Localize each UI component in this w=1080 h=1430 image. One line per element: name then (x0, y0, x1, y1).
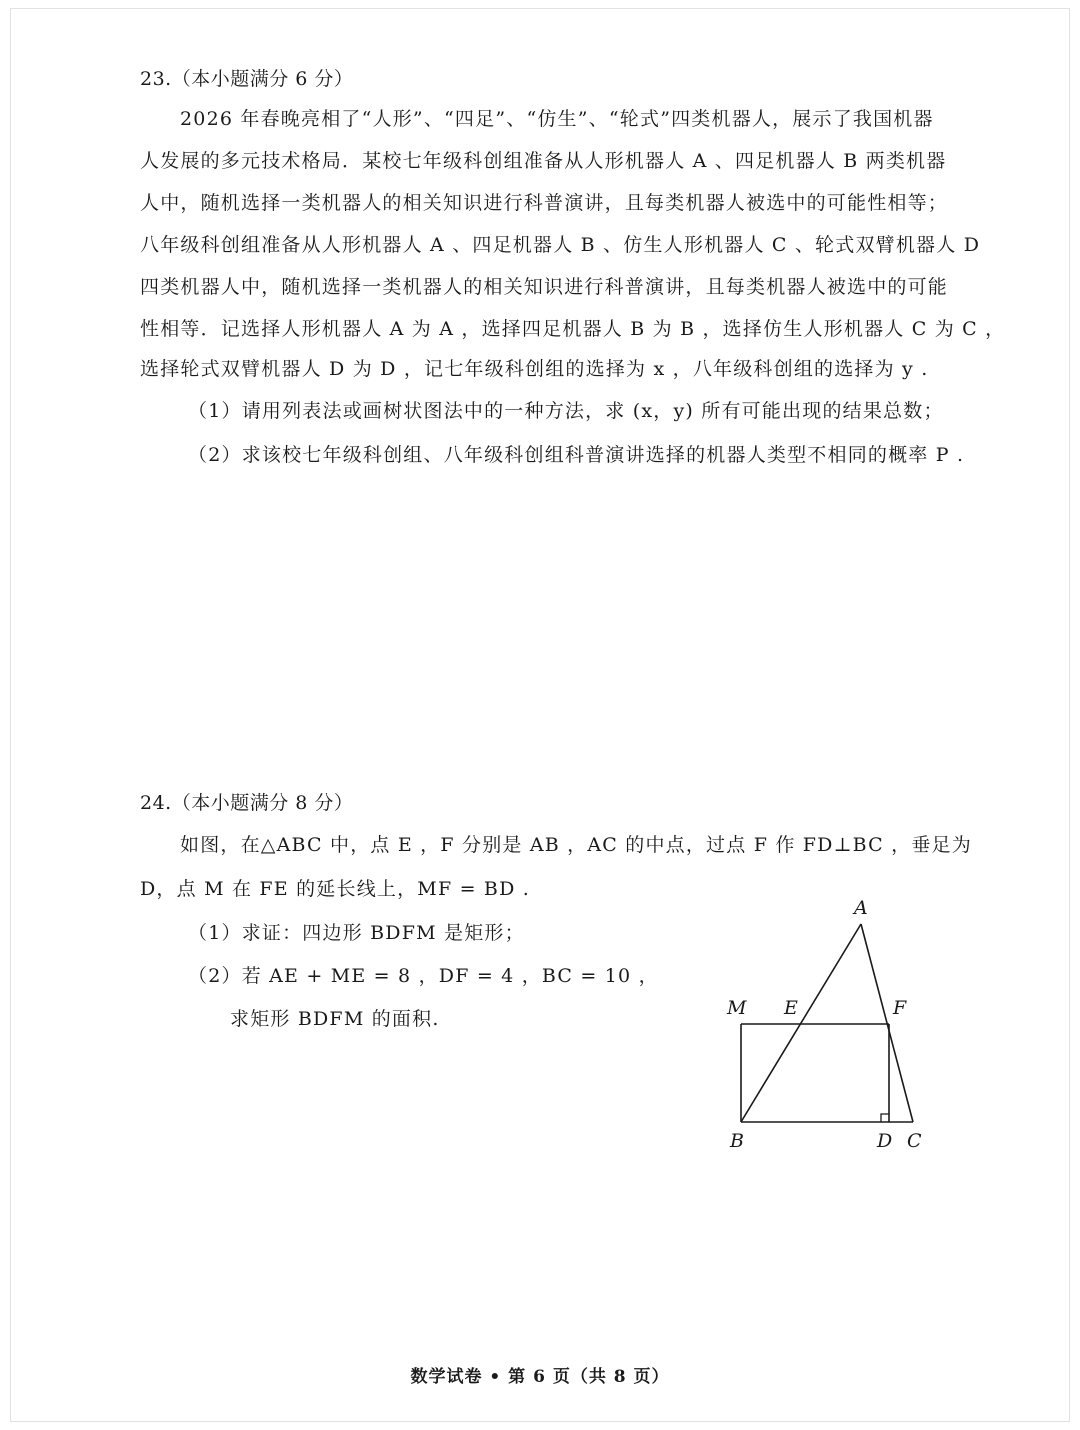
q24-sub-1: （1）求证：四边形 BDFM 是矩形； (188, 922, 525, 944)
segment-AC (861, 924, 913, 1122)
q23-line-4: 八年级科创组准备从人形机器人 A 、四足机器人 B 、仿生人形机器人 C 、轮式双臂机器人 D (140, 234, 981, 256)
q23-line-1: 2026 年春晚亮相了“人形”、“四足”、“仿生”、“轮式”四类机器人，展示了我国机器 (180, 108, 934, 130)
q23-line-2: 人发展的多元技术格局．某校七年级科创组准备从人形机器人 A 、四足机器人 B 两类机器 (140, 150, 947, 172)
label-M: M (727, 997, 747, 1019)
label-C: C (907, 1130, 922, 1152)
q23-header: 23.（本小题满分 6 分） (140, 68, 354, 90)
q24-sub-2: （2）若 AE + ME = 8 ，DF = 4 ，BC = 10 ， (188, 965, 659, 987)
q24-line-1: 如图，在△ABC 中，点 E ，F 分别是 AB ，AC 的中点，过点 F 作 FD⊥BC ，垂足为 (180, 834, 972, 856)
q23-line-6: 性相等．记选择人形机器人 A 为 A ，选择四足机器人 B 为 B ，选择仿生人形机器人 C 为 C ， (140, 318, 1006, 340)
page-border (10, 8, 1070, 1422)
page-footer: 数学试卷 • 第 6 页（共 8 页） (410, 1367, 670, 1387)
label-E: E (784, 997, 798, 1019)
q23-sub-2: （2）求该校七年级科创组、八年级科创组科普演讲选择的机器人类型不相同的概率 P . (188, 444, 965, 466)
q24-sub-2b: 求矩形 BDFM 的面积. (230, 1008, 440, 1030)
q24-header: 24.（本小题满分 8 分） (140, 792, 354, 814)
label-A: A (854, 897, 868, 919)
q23-line-5: 四类机器人中，随机选择一类机器人的相关知识进行科普演讲，且每类机器人被选中的可能 (140, 276, 949, 298)
label-D: D (877, 1130, 893, 1152)
q24-line-2: D，点 M 在 FE 的延长线上，MF = BD . (140, 878, 531, 900)
segment-AB (741, 924, 861, 1122)
geometry-figure (700, 885, 960, 1165)
q23-line-3: 人中，随机选择一类机器人的相关知识进行科普演讲，且每类机器人被选中的可能性相等； (140, 192, 949, 214)
label-B: B (730, 1130, 744, 1152)
label-F: F (893, 997, 907, 1019)
q23-sub-1: （1）请用列表法或画树状图法中的一种方法，求 (x，y) 所有可能出现的结果总数； (188, 400, 944, 422)
q23-line-7: 选择轮式双臂机器人 D 为 D ，记七年级科创组的选择为 x ，八年级科创组的选择为 y . (140, 358, 929, 380)
right-angle-mark (881, 1114, 889, 1122)
